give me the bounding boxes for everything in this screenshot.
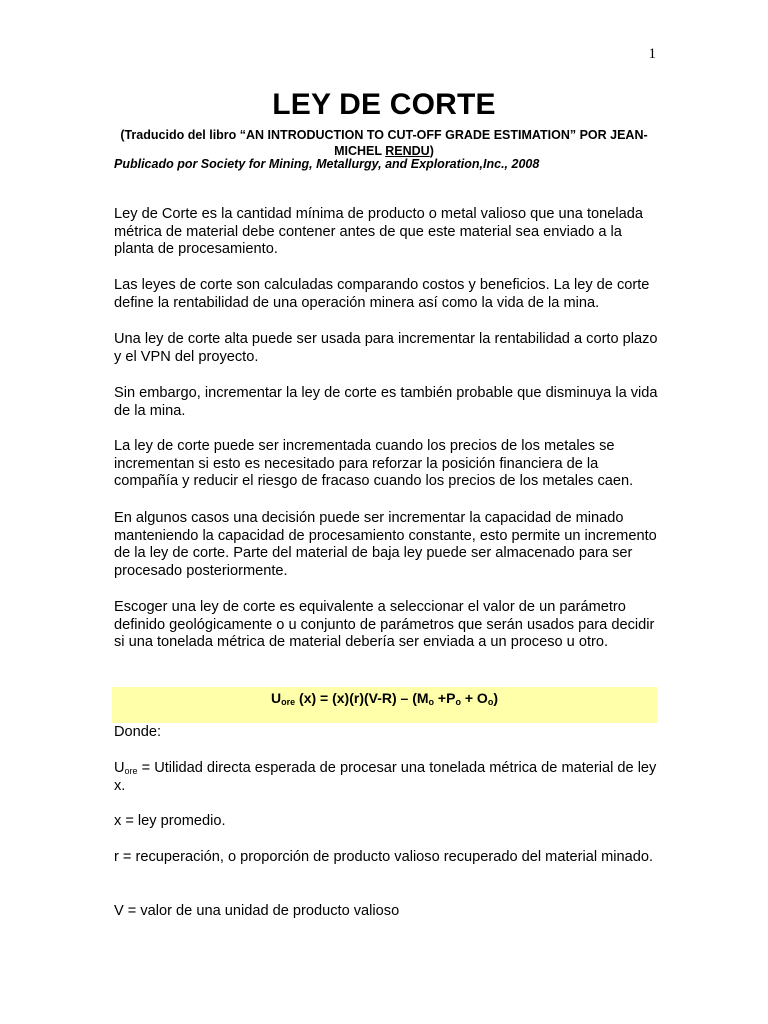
definition-r: r = recuperación, o proporción de producto valioso recuperado del material minado. — [114, 849, 654, 865]
paragraph-costs-benefits: Las leyes de corte son calculadas comparando costos y beneficios. La ley de corte define la rentabilidad de una operación minera así como la vida de la mina. — [114, 277, 650, 311]
definition-u-ore: $U_{ore}$ = Utilidad directa esperada de procesar una tonelada métrica de material de ley x. — [114, 760, 657, 794]
profit-formula: $U_{ore}$ $(x) = (x)(r)(V-R) - (M_o +P_o + O_o)$ — [112, 687, 657, 723]
paragraph-high-cutoff: Una ley de corte alta puede ser usada para incrementar la rentabilidad a corto plazo y el VPN del proyecto. — [114, 331, 658, 365]
paragraph-mine-life: Sin embargo, incrementar la ley de corte es también probable que disminuya la vida de la mina. — [114, 385, 658, 419]
author-surname: RENDU — [385, 144, 430, 158]
publisher-line: Publicado por Society for Mining, Metallurgy, and Exploration,Inc., 2008 — [114, 157, 540, 171]
translation-note-close: ) — [429, 144, 434, 158]
page-number: 1 — [648, 46, 656, 62]
paragraph-metal-prices: La ley de corte puede ser incrementada cuando los precios de los metales se incrementan si esto es necesitado para reforzar la posición financiera de la compañía y reducir el riesgo de fracaso cuando los precios de los metales caen. — [114, 438, 634, 489]
translation-note — [112, 127, 656, 159]
definition-v: V = valor de una unidad de producto valioso — [114, 903, 400, 919]
document-title: LEY DE CORTE — [272, 88, 496, 121]
paragraph-parameter-selection: Escoger una ley de corte es equivalente a seleccionar el valor de un parámetro definido geológicamente o u conjunto de parámetros que serán usados para decidir si una tonelada métrica de material debería ser enviada a un proceso u otro. — [114, 599, 655, 650]
paragraph-mining-capacity: En algunos casos una decisión puede ser incrementar la capacidad de minado manteniendo la capacidad de procesamiento constante, esto permite un incremento de la ley de corte. Parte del material de baja ley puede ser almacenado para ser procesado posteriormente. — [114, 510, 657, 579]
donde-label: Donde: — [114, 724, 162, 740]
paragraph-definition: Ley de Corte es la cantidad mínima de producto o metal valioso que una tonelada métrica de material debe contener antes de que este material sea enviado a la planta de procesamiento. — [114, 206, 643, 257]
translation-note-text: (Traducido del libro “AN INTRODUCTION TO CUT-OFF GRADE ESTIMATION” POR JEAN-MICHEL — [120, 128, 648, 158]
definition-x: x = ley promedio. — [114, 813, 226, 829]
